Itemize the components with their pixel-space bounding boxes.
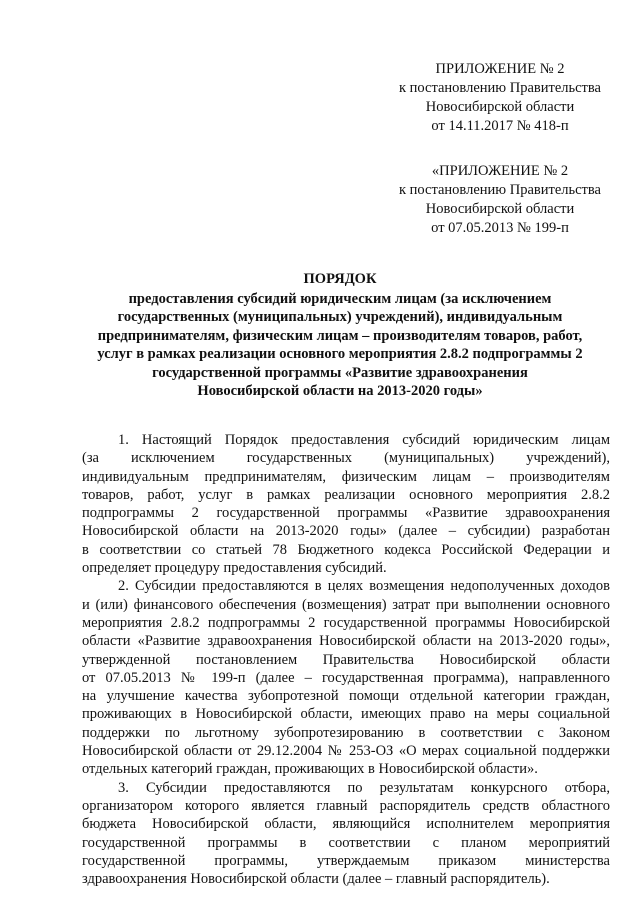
text-line: Новосибирской области на 2013-2020 годы» (далее – субсидии) разработан [82,523,610,540]
text-line: товаров, работ, услуг в рамках реализации основного мероприятия 2.8.2 [82,486,610,503]
attachment-line: к постановлению Правительства [399,80,601,96]
text-line: проживающих в Новосибирской области, имеющих право на меры социальной [82,706,610,723]
text-line: поддержки по льготному зубопротезированию в соответствии с Законом [82,724,610,741]
attachment-header-original [385,162,615,238]
title-line: услуг в рамках реализации основного мероприятия 2.8.2 подпрограммы 2 [97,346,583,362]
attachment-header-current [385,60,615,136]
text-line: здравоохранения Новосибирской области (далее – главный распорядитель). [82,871,550,888]
text-line: в соответствии со статьей 78 Бюджетного кодекса Российской Федерации и [82,541,610,558]
text-line: 1. Настоящий Порядок предоставления субсидий юридическим лицам [118,432,610,448]
text-line: на улучшение качества зубопротезной помощи отдельной категории граждан, [82,688,610,705]
attachment-line: Новосибирской области [425,99,575,115]
text-line: области «Развитие здравоохранения Новосибирской области на 2013-2020 годы», [82,633,610,650]
text-line: определяет процедуру предоставления субсидий. [82,560,387,577]
text-line: 2. Субсидии предоставляются в целях возмещения недополученных доходов [118,578,610,595]
text-line: государственной программы в соответствии с планом мероприятий [82,834,610,851]
title-line: предоставления субсидий юридическим лицам (за исключением [128,290,552,307]
attachment-date: от 14.11.2017 № 418-п [431,118,569,134]
text-line: бюджета Новосибирской области, являющийся исполнителем мероприятия [82,816,610,833]
text-line: 3. Субсидии предоставляются по результатам конкурсного отбора, [118,779,610,796]
text-line: отдельных категорий граждан, проживающих в Новосибирской области». [82,761,538,778]
title-line: Новосибирской области на 2013-2020 годы» [197,383,483,399]
text-line: (за исключением государственных (муниципальных) учреждений), [82,450,610,467]
attachment-date: от 07.05.2013 № 199-п [431,220,569,236]
text-line: от 07.05.2013 № 199-п (далее – государственная программа), направленного [82,669,610,686]
text-line: мероприятия 2.8.2 подпрограммы 2 государственной программы Новосибирской [82,614,610,631]
attachment-title: «ПРИЛОЖЕНИЕ № 2 [431,163,569,179]
text-line: Новосибирской области от 29.12.2004 № 253-ОЗ «О мерах социальной поддержки [82,743,610,760]
text-line: и (или) финансового обеспечения (возмещения) затрат при выполнении основного [82,596,610,613]
document-body [82,431,610,888]
text-line: организатором которого является главный распорядитель средств областного [82,797,610,814]
title-line: государственных (муниципальных) учреждений), индивидуальным [117,309,563,325]
title-heading: ПОРЯДОК [303,271,377,287]
paragraph-1 [82,431,610,577]
attachment-line: Новосибирской области [425,201,575,217]
paragraph-2 [82,577,610,778]
text-line: индивидуальным предпринимателям, физическим лицам – производителям [82,468,610,485]
paragraph-3 [82,779,610,889]
document-title [70,270,610,401]
title-line: государственной программы «Развитие здравоохранения [152,364,528,381]
text-line: утвержденной постановлением Правительства Новосибирской области [82,651,610,668]
title-line: предпринимателям, физическим лицам – производителям товаров, работ, [97,327,583,344]
text-line: подпрограммы 2 государственной программы «Развитие здравоохранения [82,505,610,522]
attachment-line: к постановлению Правительства [399,182,601,198]
text-line: государственной программы, утверждаемым приказом министерства [82,852,610,869]
attachment-title: ПРИЛОЖЕНИЕ № 2 [435,61,565,77]
